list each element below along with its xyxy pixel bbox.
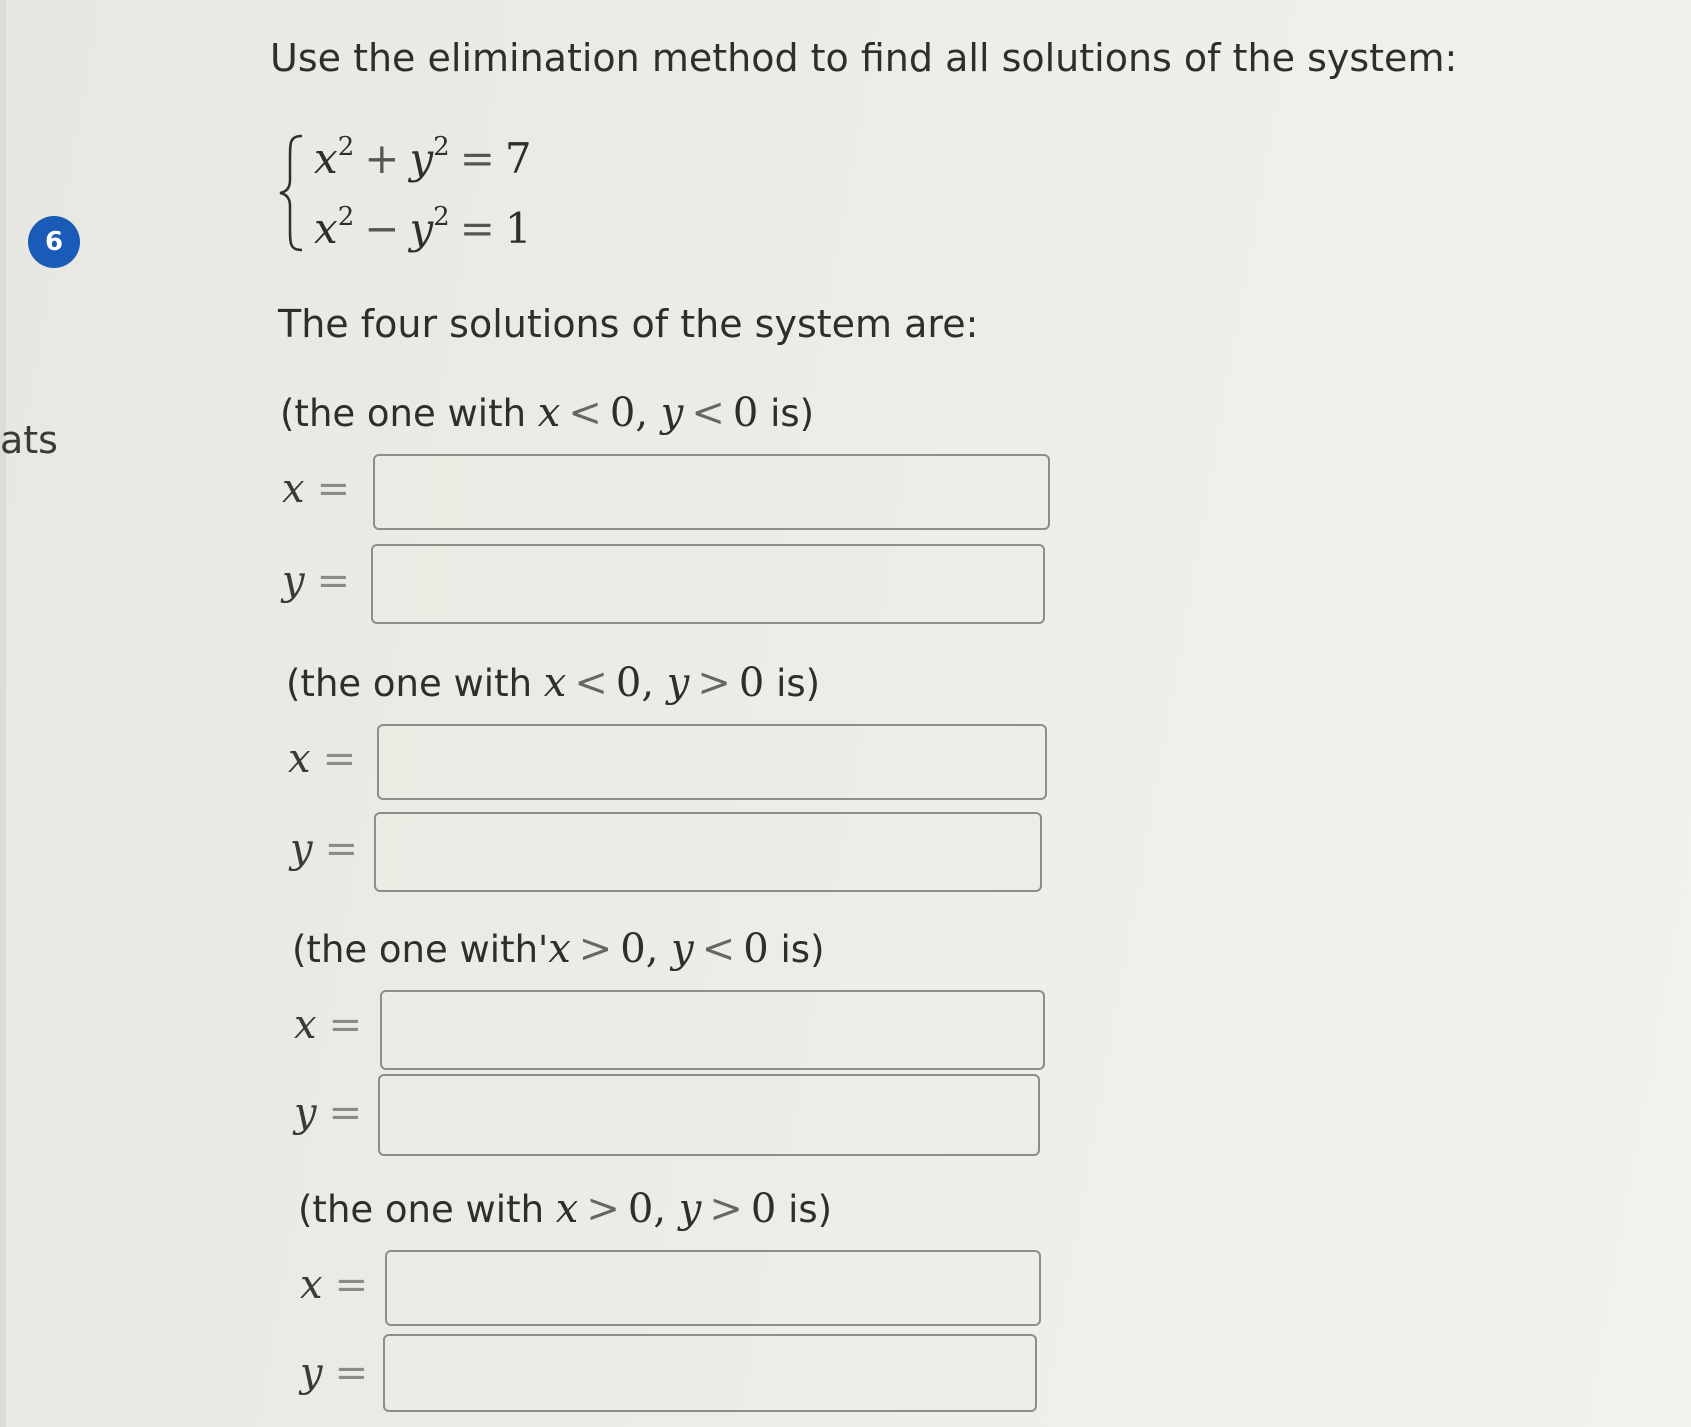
y-input-3[interactable] bbox=[378, 1074, 1040, 1156]
y-input-4[interactable] bbox=[383, 1334, 1037, 1412]
solutions-summary: The four solutions of the system are: bbox=[278, 302, 979, 346]
x-label-4: x = bbox=[300, 1262, 369, 1308]
y-label-3: y = bbox=[294, 1090, 363, 1136]
problem-prompt: Use the elimination method to find all solutions of the system: bbox=[270, 36, 1458, 80]
equation-system bbox=[276, 128, 576, 258]
equation-1: $x^2 + y^2 = 7$ bbox=[314, 132, 532, 183]
y-label-1: y = bbox=[282, 558, 351, 604]
question-number-badge[interactable] bbox=[28, 216, 80, 268]
x-input-4[interactable] bbox=[385, 1250, 1041, 1326]
x-input-2[interactable] bbox=[377, 724, 1047, 800]
y-input-1[interactable] bbox=[371, 544, 1045, 624]
y-label-2: y = bbox=[290, 826, 359, 872]
left-brace-icon bbox=[276, 128, 306, 258]
y-label-4: y = bbox=[300, 1350, 369, 1396]
side-panel bbox=[0, 0, 6, 1427]
y-input-2[interactable] bbox=[374, 812, 1042, 892]
x-input-1[interactable] bbox=[373, 454, 1050, 530]
case-heading-1: (the one with x < 0, y < 0 is) bbox=[280, 390, 815, 436]
equation-2: $x^2 - y^2 = 1$ bbox=[314, 202, 532, 253]
x-label-1: x = bbox=[282, 466, 351, 512]
side-label: ats bbox=[0, 418, 58, 462]
case-heading-4: (the one with x > 0, y > 0 is) bbox=[298, 1186, 833, 1232]
x-input-3[interactable] bbox=[380, 990, 1045, 1070]
case-heading-2: (the one with x < 0, y > 0 is) bbox=[286, 660, 821, 706]
x-label-2: x = bbox=[288, 736, 357, 782]
case-heading-3: (the one with'x > 0, y < 0 is) bbox=[292, 926, 825, 972]
question-number: 6 bbox=[44, 227, 64, 257]
x-label-3: x = bbox=[294, 1002, 363, 1048]
